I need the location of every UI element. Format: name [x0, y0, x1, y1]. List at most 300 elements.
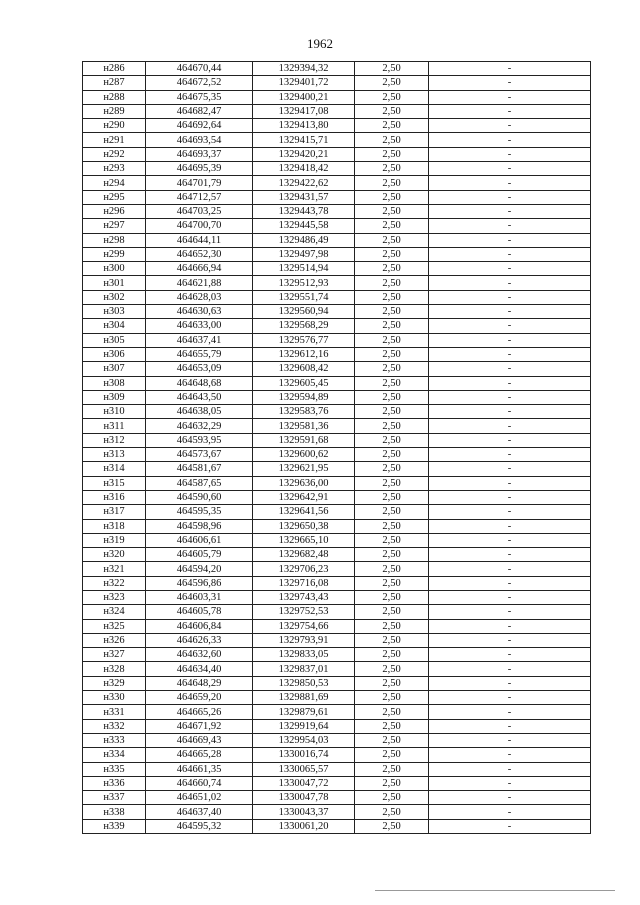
x-coordinate-cell: 464653,09 — [146, 362, 253, 376]
x-coordinate-cell: 464630,63 — [146, 305, 253, 319]
table-row — [83, 519, 591, 533]
x-coordinate-cell: 464661,35 — [146, 762, 253, 776]
value-cell: 2,50 — [355, 176, 429, 190]
value-cell: 2,50 — [355, 576, 429, 590]
coordinates-table — [82, 61, 591, 834]
note-cell: - — [429, 733, 591, 747]
point-id-cell: н320 — [83, 548, 146, 562]
table-row — [83, 590, 591, 604]
point-id-cell: н325 — [83, 619, 146, 633]
point-id-cell: н336 — [83, 776, 146, 790]
point-id-cell: н335 — [83, 762, 146, 776]
x-coordinate-cell: 464637,41 — [146, 333, 253, 347]
note-cell: - — [429, 204, 591, 218]
y-coordinate-cell: 1329706,23 — [253, 562, 355, 576]
point-id-cell: н317 — [83, 505, 146, 519]
x-coordinate-cell: 464632,60 — [146, 648, 253, 662]
value-cell: 2,50 — [355, 490, 429, 504]
y-coordinate-cell: 1329793,91 — [253, 633, 355, 647]
note-cell: - — [429, 791, 591, 805]
y-coordinate-cell: 1329583,76 — [253, 405, 355, 419]
point-id-cell: н321 — [83, 562, 146, 576]
table-row — [83, 419, 591, 433]
note-cell: - — [429, 519, 591, 533]
note-cell: - — [429, 433, 591, 447]
value-cell: 2,50 — [355, 791, 429, 805]
note-cell: - — [429, 76, 591, 90]
point-id-cell: н324 — [83, 605, 146, 619]
note-cell: - — [429, 319, 591, 333]
y-coordinate-cell: 1329512,93 — [253, 276, 355, 290]
note-cell: - — [429, 290, 591, 304]
point-id-cell: н297 — [83, 219, 146, 233]
point-id-cell: н288 — [83, 90, 146, 104]
table-row — [83, 90, 591, 104]
y-coordinate-cell: 1329401,72 — [253, 76, 355, 90]
x-coordinate-cell: 464695,39 — [146, 162, 253, 176]
note-cell: - — [429, 633, 591, 647]
x-coordinate-cell: 464605,79 — [146, 548, 253, 562]
value-cell: 2,50 — [355, 147, 429, 161]
y-coordinate-cell: 1329417,08 — [253, 104, 355, 118]
value-cell: 2,50 — [355, 633, 429, 647]
point-id-cell: н314 — [83, 462, 146, 476]
value-cell: 2,50 — [355, 476, 429, 490]
table-row — [83, 805, 591, 819]
y-coordinate-cell: 1329431,57 — [253, 190, 355, 204]
value-cell: 2,50 — [355, 190, 429, 204]
x-coordinate-cell: 464659,20 — [146, 691, 253, 705]
value-cell: 2,50 — [355, 762, 429, 776]
table-row — [83, 319, 591, 333]
x-coordinate-cell: 464632,29 — [146, 419, 253, 433]
point-id-cell: н323 — [83, 590, 146, 604]
table-row — [83, 791, 591, 805]
x-coordinate-cell: 464638,05 — [146, 405, 253, 419]
table-row — [83, 719, 591, 733]
point-id-cell: н322 — [83, 576, 146, 590]
value-cell: 2,50 — [355, 676, 429, 690]
value-cell: 2,50 — [355, 648, 429, 662]
point-id-cell: н291 — [83, 133, 146, 147]
table-row — [83, 490, 591, 504]
x-coordinate-cell: 464598,96 — [146, 519, 253, 533]
x-coordinate-cell: 464596,86 — [146, 576, 253, 590]
y-coordinate-cell: 1329600,62 — [253, 448, 355, 462]
y-coordinate-cell: 1329682,48 — [253, 548, 355, 562]
x-coordinate-cell: 464648,68 — [146, 376, 253, 390]
y-coordinate-cell: 1330043,37 — [253, 805, 355, 819]
x-coordinate-cell: 464665,28 — [146, 748, 253, 762]
x-coordinate-cell: 464682,47 — [146, 104, 253, 118]
point-id-cell: н338 — [83, 805, 146, 819]
point-id-cell: н333 — [83, 733, 146, 747]
point-id-cell: н293 — [83, 162, 146, 176]
note-cell: - — [429, 133, 591, 147]
y-coordinate-cell: 1329497,98 — [253, 247, 355, 261]
note-cell: - — [429, 104, 591, 118]
x-coordinate-cell: 464595,35 — [146, 505, 253, 519]
y-coordinate-cell: 1329752,53 — [253, 605, 355, 619]
note-cell: - — [429, 505, 591, 519]
point-id-cell: н332 — [83, 719, 146, 733]
value-cell: 2,50 — [355, 247, 429, 261]
table-row — [83, 705, 591, 719]
note-cell: - — [429, 805, 591, 819]
page-number: 1962 — [307, 36, 333, 51]
y-coordinate-cell: 1329743,43 — [253, 590, 355, 604]
y-coordinate-cell: 1329837,01 — [253, 662, 355, 676]
table-row — [83, 662, 591, 676]
note-cell: - — [429, 576, 591, 590]
x-coordinate-cell: 464652,30 — [146, 247, 253, 261]
x-coordinate-cell: 464634,40 — [146, 662, 253, 676]
point-id-cell: н295 — [83, 190, 146, 204]
table-row — [83, 176, 591, 190]
point-id-cell: н300 — [83, 262, 146, 276]
table-row — [83, 262, 591, 276]
note-cell: - — [429, 448, 591, 462]
x-coordinate-cell: 464590,60 — [146, 490, 253, 504]
y-coordinate-cell: 1329716,08 — [253, 576, 355, 590]
point-id-cell: н319 — [83, 533, 146, 547]
note-cell: - — [429, 533, 591, 547]
value-cell: 2,50 — [355, 319, 429, 333]
value-cell: 2,50 — [355, 376, 429, 390]
x-coordinate-cell: 464672,52 — [146, 76, 253, 90]
point-id-cell: н312 — [83, 433, 146, 447]
note-cell: - — [429, 662, 591, 676]
point-id-cell: н318 — [83, 519, 146, 533]
point-id-cell: н302 — [83, 290, 146, 304]
value-cell: 2,50 — [355, 305, 429, 319]
note-cell: - — [429, 233, 591, 247]
y-coordinate-cell: 1329568,29 — [253, 319, 355, 333]
note-cell: - — [429, 262, 591, 276]
note-cell: - — [429, 305, 591, 319]
table-row — [83, 548, 591, 562]
y-coordinate-cell: 1329486,49 — [253, 233, 355, 247]
value-cell: 2,50 — [355, 104, 429, 118]
note-cell: - — [429, 90, 591, 104]
point-id-cell: н326 — [83, 633, 146, 647]
table-row — [83, 533, 591, 547]
y-coordinate-cell: 1329665,10 — [253, 533, 355, 547]
point-id-cell: н316 — [83, 490, 146, 504]
y-coordinate-cell: 1329594,89 — [253, 390, 355, 404]
value-cell: 2,50 — [355, 62, 429, 76]
x-coordinate-cell: 464606,84 — [146, 619, 253, 633]
value-cell: 2,50 — [355, 333, 429, 347]
table-row — [83, 133, 591, 147]
table-row — [83, 276, 591, 290]
x-coordinate-cell: 464651,02 — [146, 791, 253, 805]
x-coordinate-cell: 464633,00 — [146, 319, 253, 333]
y-coordinate-cell: 1329445,58 — [253, 219, 355, 233]
y-coordinate-cell: 1329581,36 — [253, 419, 355, 433]
table-row — [83, 233, 591, 247]
table-row — [83, 476, 591, 490]
value-cell: 2,50 — [355, 590, 429, 604]
x-coordinate-cell: 464666,94 — [146, 262, 253, 276]
y-coordinate-cell: 1329551,74 — [253, 290, 355, 304]
x-coordinate-cell: 464587,65 — [146, 476, 253, 490]
point-id-cell: н292 — [83, 147, 146, 161]
y-coordinate-cell: 1329754,66 — [253, 619, 355, 633]
note-cell: - — [429, 548, 591, 562]
note-cell: - — [429, 176, 591, 190]
value-cell: 2,50 — [355, 691, 429, 705]
x-coordinate-cell: 464703,25 — [146, 204, 253, 218]
table-row — [83, 376, 591, 390]
note-cell: - — [429, 762, 591, 776]
x-coordinate-cell: 464701,79 — [146, 176, 253, 190]
value-cell: 2,50 — [355, 462, 429, 476]
table-row — [83, 648, 591, 662]
value-cell: 2,50 — [355, 719, 429, 733]
table-row — [83, 147, 591, 161]
y-coordinate-cell: 1329833,05 — [253, 648, 355, 662]
value-cell: 2,50 — [355, 505, 429, 519]
table-row — [83, 619, 591, 633]
table-row — [83, 819, 591, 833]
y-coordinate-cell: 1329641,56 — [253, 505, 355, 519]
note-cell: - — [429, 819, 591, 833]
value-cell: 2,50 — [355, 290, 429, 304]
y-coordinate-cell: 1329394,32 — [253, 62, 355, 76]
table-row — [83, 691, 591, 705]
point-id-cell: н334 — [83, 748, 146, 762]
point-id-cell: н315 — [83, 476, 146, 490]
y-coordinate-cell: 1330061,20 — [253, 819, 355, 833]
note-cell: - — [429, 219, 591, 233]
note-cell: - — [429, 705, 591, 719]
value-cell: 2,50 — [355, 419, 429, 433]
value-cell: 2,50 — [355, 262, 429, 276]
y-coordinate-cell: 1329420,21 — [253, 147, 355, 161]
table-row — [83, 190, 591, 204]
point-id-cell: н308 — [83, 376, 146, 390]
value-cell: 2,50 — [355, 605, 429, 619]
y-coordinate-cell: 1330047,72 — [253, 776, 355, 790]
y-coordinate-cell: 1329400,21 — [253, 90, 355, 104]
x-coordinate-cell: 464660,74 — [146, 776, 253, 790]
point-id-cell: н289 — [83, 104, 146, 118]
value-cell: 2,50 — [355, 76, 429, 90]
x-coordinate-cell: 464603,31 — [146, 590, 253, 604]
y-coordinate-cell: 1329422,62 — [253, 176, 355, 190]
table-row — [83, 433, 591, 447]
note-cell: - — [429, 691, 591, 705]
note-cell: - — [429, 62, 591, 76]
value-cell: 2,50 — [355, 347, 429, 361]
note-cell: - — [429, 333, 591, 347]
y-coordinate-cell: 1329881,69 — [253, 691, 355, 705]
y-coordinate-cell: 1329642,91 — [253, 490, 355, 504]
x-coordinate-cell: 464644,11 — [146, 233, 253, 247]
table-row — [83, 748, 591, 762]
y-coordinate-cell: 1329415,71 — [253, 133, 355, 147]
note-cell: - — [429, 476, 591, 490]
value-cell: 2,50 — [355, 748, 429, 762]
table-row — [83, 290, 591, 304]
y-coordinate-cell: 1329650,38 — [253, 519, 355, 533]
point-id-cell: н304 — [83, 319, 146, 333]
value-cell: 2,50 — [355, 90, 429, 104]
x-coordinate-cell: 464712,57 — [146, 190, 253, 204]
table-row — [83, 633, 591, 647]
point-id-cell: н287 — [83, 76, 146, 90]
value-cell: 2,50 — [355, 548, 429, 562]
note-cell: - — [429, 676, 591, 690]
point-id-cell: н298 — [83, 233, 146, 247]
note-cell: - — [429, 605, 591, 619]
x-coordinate-cell: 464628,03 — [146, 290, 253, 304]
table-row — [83, 733, 591, 747]
value-cell: 2,50 — [355, 562, 429, 576]
table-row — [83, 362, 591, 376]
x-coordinate-cell: 464692,64 — [146, 119, 253, 133]
table-row — [83, 562, 591, 576]
value-cell: 2,50 — [355, 733, 429, 747]
point-id-cell: н330 — [83, 691, 146, 705]
point-id-cell: н331 — [83, 705, 146, 719]
table-row — [83, 462, 591, 476]
note-cell: - — [429, 247, 591, 261]
value-cell: 2,50 — [355, 433, 429, 447]
y-coordinate-cell: 1329418,42 — [253, 162, 355, 176]
value-cell: 2,50 — [355, 133, 429, 147]
point-id-cell: н310 — [83, 405, 146, 419]
x-coordinate-cell: 464581,67 — [146, 462, 253, 476]
value-cell: 2,50 — [355, 662, 429, 676]
table-row — [83, 776, 591, 790]
point-id-cell: н294 — [83, 176, 146, 190]
y-coordinate-cell: 1329954,03 — [253, 733, 355, 747]
point-id-cell: н286 — [83, 62, 146, 76]
point-id-cell: н311 — [83, 419, 146, 433]
x-coordinate-cell: 464573,67 — [146, 448, 253, 462]
value-cell: 2,50 — [355, 276, 429, 290]
x-coordinate-cell: 464621,88 — [146, 276, 253, 290]
note-cell: - — [429, 362, 591, 376]
table-row — [83, 162, 591, 176]
table-row — [83, 576, 591, 590]
point-id-cell: н307 — [83, 362, 146, 376]
note-cell: - — [429, 590, 591, 604]
value-cell: 2,50 — [355, 119, 429, 133]
x-coordinate-cell: 464693,37 — [146, 147, 253, 161]
y-coordinate-cell: 1329612,16 — [253, 347, 355, 361]
note-cell: - — [429, 347, 591, 361]
value-cell: 2,50 — [355, 204, 429, 218]
note-cell: - — [429, 190, 591, 204]
x-coordinate-cell: 464669,43 — [146, 733, 253, 747]
table-row — [83, 62, 591, 76]
table-row — [83, 204, 591, 218]
point-id-cell: н301 — [83, 276, 146, 290]
y-coordinate-cell: 1329621,95 — [253, 462, 355, 476]
y-coordinate-cell: 1330047,78 — [253, 791, 355, 805]
value-cell: 2,50 — [355, 619, 429, 633]
y-coordinate-cell: 1329560,94 — [253, 305, 355, 319]
note-cell: - — [429, 119, 591, 133]
note-cell: - — [429, 719, 591, 733]
note-cell: - — [429, 776, 591, 790]
note-cell: - — [429, 147, 591, 161]
x-coordinate-cell: 464606,61 — [146, 533, 253, 547]
point-id-cell: н327 — [83, 648, 146, 662]
y-coordinate-cell: 1330065,57 — [253, 762, 355, 776]
table-row — [83, 247, 591, 261]
point-id-cell: н329 — [83, 676, 146, 690]
point-id-cell: н309 — [83, 390, 146, 404]
y-coordinate-cell: 1329443,78 — [253, 204, 355, 218]
value-cell: 2,50 — [355, 705, 429, 719]
table-row — [83, 390, 591, 404]
note-cell: - — [429, 376, 591, 390]
y-coordinate-cell: 1329591,68 — [253, 433, 355, 447]
x-coordinate-cell: 464671,92 — [146, 719, 253, 733]
y-coordinate-cell: 1329879,61 — [253, 705, 355, 719]
value-cell: 2,50 — [355, 405, 429, 419]
value-cell: 2,50 — [355, 776, 429, 790]
x-coordinate-cell: 464593,95 — [146, 433, 253, 447]
value-cell: 2,50 — [355, 233, 429, 247]
point-id-cell: н299 — [83, 247, 146, 261]
note-cell: - — [429, 276, 591, 290]
note-cell: - — [429, 648, 591, 662]
y-coordinate-cell: 1330016,74 — [253, 748, 355, 762]
x-coordinate-cell: 464643,50 — [146, 390, 253, 404]
value-cell: 2,50 — [355, 819, 429, 833]
y-coordinate-cell: 1329636,00 — [253, 476, 355, 490]
note-cell: - — [429, 405, 591, 419]
point-id-cell: н296 — [83, 204, 146, 218]
table-row — [83, 505, 591, 519]
point-id-cell: н328 — [83, 662, 146, 676]
y-coordinate-cell: 1329919,64 — [253, 719, 355, 733]
point-id-cell: н337 — [83, 791, 146, 805]
x-coordinate-cell: 464595,32 — [146, 819, 253, 833]
table-row — [83, 676, 591, 690]
x-coordinate-cell: 464648,29 — [146, 676, 253, 690]
x-coordinate-cell: 464637,40 — [146, 805, 253, 819]
coordinates-table-body — [83, 62, 591, 834]
y-coordinate-cell: 1329514,94 — [253, 262, 355, 276]
table-row — [83, 76, 591, 90]
x-coordinate-cell: 464655,79 — [146, 347, 253, 361]
table-row — [83, 405, 591, 419]
value-cell: 2,50 — [355, 390, 429, 404]
table-row — [83, 104, 591, 118]
point-id-cell: н290 — [83, 119, 146, 133]
note-cell: - — [429, 562, 591, 576]
table-row — [83, 119, 591, 133]
value-cell: 2,50 — [355, 162, 429, 176]
value-cell: 2,50 — [355, 362, 429, 376]
value-cell: 2,50 — [355, 448, 429, 462]
x-coordinate-cell: 464665,26 — [146, 705, 253, 719]
bottom-rule — [375, 890, 615, 891]
table-row — [83, 605, 591, 619]
note-cell: - — [429, 390, 591, 404]
x-coordinate-cell: 464700,70 — [146, 219, 253, 233]
table-row — [83, 347, 591, 361]
note-cell: - — [429, 619, 591, 633]
x-coordinate-cell: 464605,78 — [146, 605, 253, 619]
note-cell: - — [429, 419, 591, 433]
